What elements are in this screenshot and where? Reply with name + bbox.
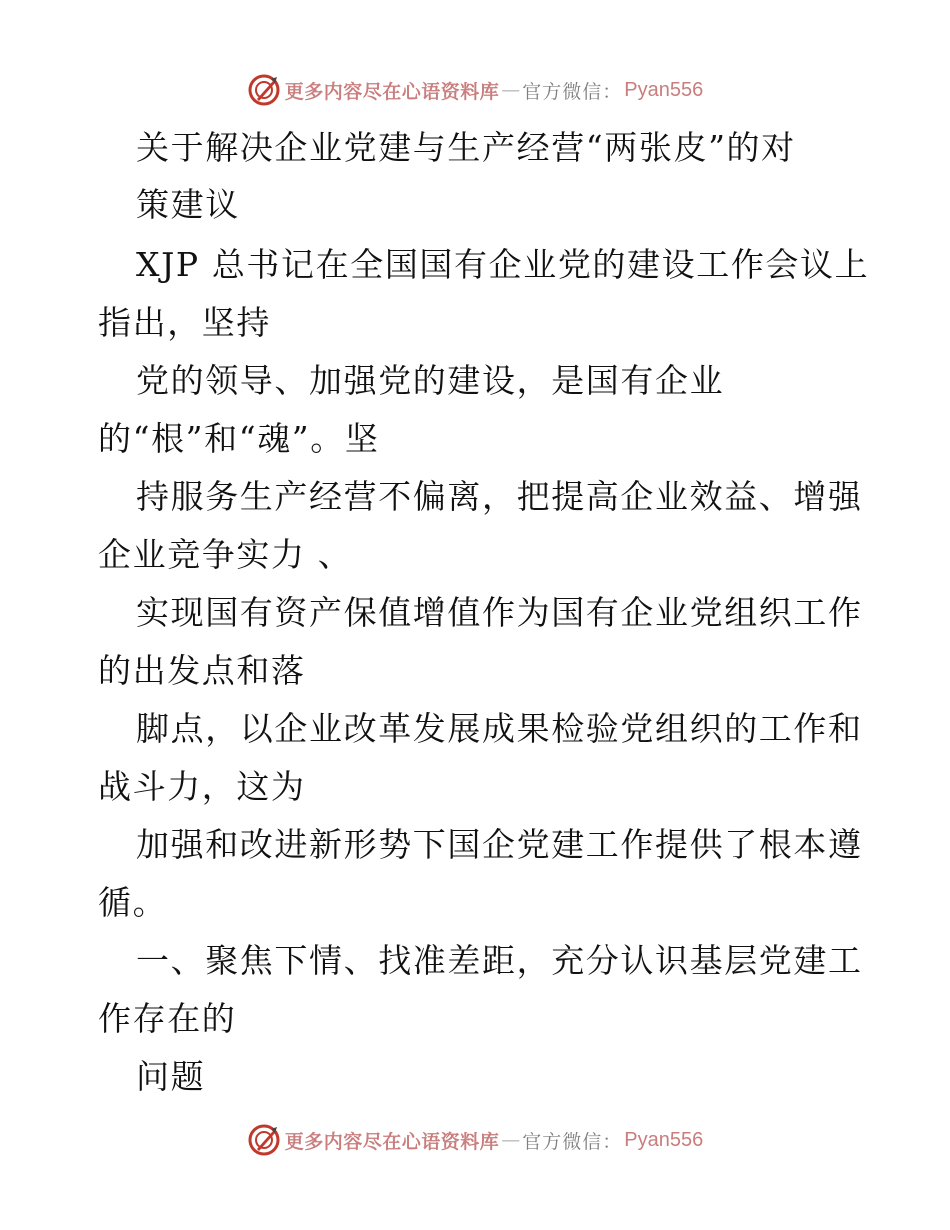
banner-title: 更多内容尽在心语资料库	[284, 80, 500, 103]
paragraph-line: 企业竞争实力 、	[98, 535, 353, 574]
section-heading-line: 作存在的	[98, 999, 237, 1038]
paragraph-line: 循。	[98, 883, 168, 922]
banner-separator: —	[501, 79, 521, 101]
section-heading-line: 问题	[136, 1057, 206, 1096]
banner-wechat-label: 官方微信：	[522, 1130, 623, 1153]
doc-title-line-2: 策建议	[136, 185, 240, 224]
doc-title-line-1: 关于解决企业党建与生产经营“两张皮”的对	[136, 128, 796, 167]
paragraph-line: 加强和改进新形势下国企党建工作提供了根本遵	[136, 825, 863, 864]
banner-title: 更多内容尽在心语资料库	[284, 1130, 500, 1153]
paragraph-line: 战斗力，这为	[98, 767, 306, 806]
paragraph-line: 脚点，以企业改革发展成果检验党组织的工作和	[136, 709, 863, 748]
section-heading-line: 一、聚焦下情、找准差距，充分认识基层党建工	[136, 941, 863, 980]
paragraph-line: 实现国有资产保值增值作为国有企业党组织工作	[136, 593, 863, 632]
banner-separator: —	[501, 1129, 521, 1151]
paragraph-line: 持服务生产经营不偏离，把提高企业效益、增强	[136, 477, 863, 516]
banner-wechat-id: Pyan556	[624, 78, 704, 101]
logo-icon	[247, 1123, 281, 1157]
paragraph-line: 的“根”和“魂”。坚	[98, 419, 380, 458]
banner-wechat-label: 官方微信：	[522, 80, 623, 103]
paragraph-line: 党的领导、加强党的建设，是国有企业	[136, 361, 725, 400]
banner-wechat-id: Pyan556	[624, 1128, 704, 1151]
paragraph-line: XJP 总书记在全国国有企业党的建设工作会议上	[136, 245, 870, 284]
footer-banner	[0, 1120, 950, 1160]
paragraph-line: 指出，坚持	[98, 303, 271, 342]
paragraph-line: 的出发点和落	[98, 651, 306, 690]
